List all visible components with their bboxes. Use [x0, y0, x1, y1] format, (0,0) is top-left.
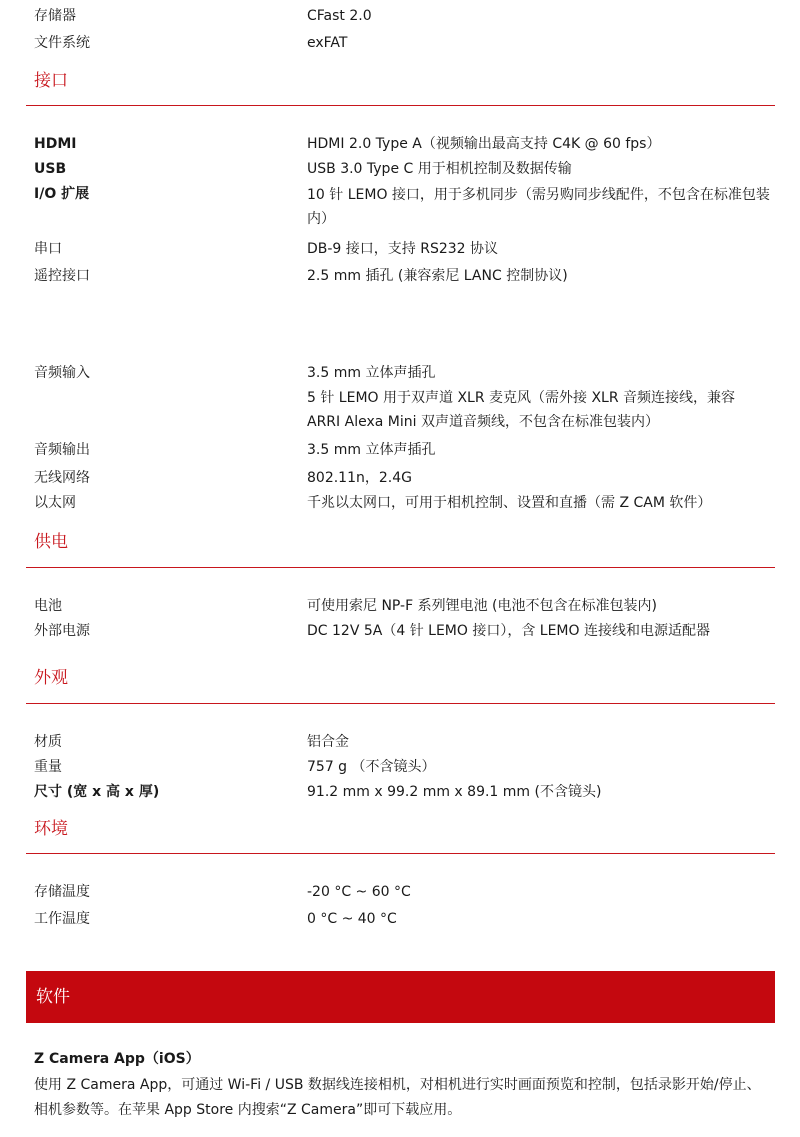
spec-label: 工作温度 — [34, 911, 90, 927]
spec-label: I/O 扩展 — [34, 186, 90, 202]
spec-label: 遥控接口 — [34, 268, 90, 284]
section-divider — [26, 567, 775, 568]
spec-label: 重量 — [34, 759, 62, 775]
spec-label: 串口 — [34, 241, 62, 257]
spec-row-weight — [34, 756, 774, 778]
spec-row-battery — [34, 595, 774, 617]
app-title: Z Camera App（iOS） — [34, 1051, 200, 1067]
spec-value: exFAT — [307, 35, 348, 51]
spec-value: CFast 2.0 — [307, 8, 372, 24]
spec-value: 2.5 mm 插孔 (兼容索尼 LANC 控制协议) — [307, 268, 568, 284]
section-title-environment: 环境 — [34, 819, 68, 839]
spec-row-operating-temp — [34, 908, 774, 930]
spec-value: DB-9 接口，支持 RS232 协议 — [307, 241, 499, 257]
spec-value: 5 针 LEMO 用于双声道 XLR 麦克风（需外接 XLR 音频连接线，兼容 ARRI Alexa Mini 双声道音频线，不包含在标准包装内） — [307, 390, 736, 430]
spec-label: 文件系统 — [34, 35, 90, 51]
spec-label: 以太网 — [34, 495, 76, 511]
section-title-interfaces: 接口 — [34, 71, 68, 91]
spec-label: 存储温度 — [34, 884, 90, 900]
spec-row-material — [34, 731, 774, 753]
spec-row-filesystem — [34, 32, 774, 54]
spec-label: 外部电源 — [34, 623, 90, 639]
spec-row-io — [34, 183, 774, 227]
section-divider — [26, 853, 775, 854]
spec-value: 802.11n，2.4G — [307, 470, 412, 486]
section-divider — [26, 703, 775, 704]
banner-title: 软件 — [36, 987, 70, 1007]
spec-value: 0 °C ~ 40 °C — [307, 911, 397, 927]
spec-value: 10 针 LEMO 接口，用于多机同步（需另购同步线配件，不包含在标准包装内） — [307, 187, 770, 227]
spec-label: 存储器 — [34, 8, 76, 24]
spec-value: USB 3.0 Type C 用于相机控制及数据传输 — [307, 161, 572, 177]
app-description: 使用 Z Camera App，可通过 Wi-Fi / USB 数据线连接相机，对相机进行实时画面预览和控制，包括录影开始/停止、相机参数等。在苹果 App Store 内搜索“Z Camera”即可下载应用。 — [34, 1077, 761, 1118]
spec-row-audio-out — [34, 439, 774, 461]
spec-value: 3.5 mm 立体声插孔 — [307, 365, 436, 381]
spec-row-hdmi — [34, 133, 774, 155]
spec-label: 电池 — [34, 598, 62, 614]
spec-value: 757 g （不含镜头） — [307, 759, 436, 775]
spec-label: HDMI — [34, 136, 77, 152]
spec-value: DC 12V 5A（4 针 LEMO 接口），含 LEMO 连接线和电源适配器 — [307, 623, 710, 639]
spec-label: 材质 — [34, 734, 62, 750]
section-title-appearance: 外观 — [34, 668, 68, 688]
spec-value: 91.2 mm x 99.2 mm x 89.1 mm (不含镜头) — [307, 784, 602, 800]
spec-row-wifi — [34, 467, 774, 489]
spec-label: 音频输出 — [34, 442, 90, 458]
spec-row-ethernet — [34, 492, 774, 514]
spec-label: USB — [34, 161, 67, 177]
section-banner-software — [26, 971, 775, 1023]
spec-label: 无线网络 — [34, 470, 90, 486]
spec-row-remote — [34, 265, 774, 287]
spec-value: HDMI 2.0 Type A（视频输出最高支持 C4K @ 60 fps） — [307, 136, 661, 152]
spec-label: 音频输入 — [34, 365, 90, 381]
spec-value: 可使用索尼 NP-F 系列锂电池 (电池不包含在标准包装内) — [307, 598, 657, 614]
spec-row-dimensions — [34, 781, 774, 803]
spec-row-serial — [34, 238, 774, 260]
spec-row-usb — [34, 158, 774, 180]
spec-value: -20 °C ~ 60 °C — [307, 884, 411, 900]
spec-value: 千兆以太网口，可用于相机控制、设置和直播（需 Z CAM 软件） — [307, 495, 712, 511]
spec-row-storage — [34, 5, 774, 27]
section-divider — [26, 105, 775, 106]
spec-row-external-power — [34, 620, 774, 642]
spec-value: 3.5 mm 立体声插孔 — [307, 442, 436, 458]
spec-row-audio-in — [34, 362, 774, 442]
spec-label: 尺寸 (宽 x 高 x 厚) — [34, 784, 160, 800]
section-title-power: 供电 — [34, 532, 68, 552]
spec-row-storage-temp — [34, 881, 774, 903]
spec-value: 铝合金 — [307, 734, 349, 750]
